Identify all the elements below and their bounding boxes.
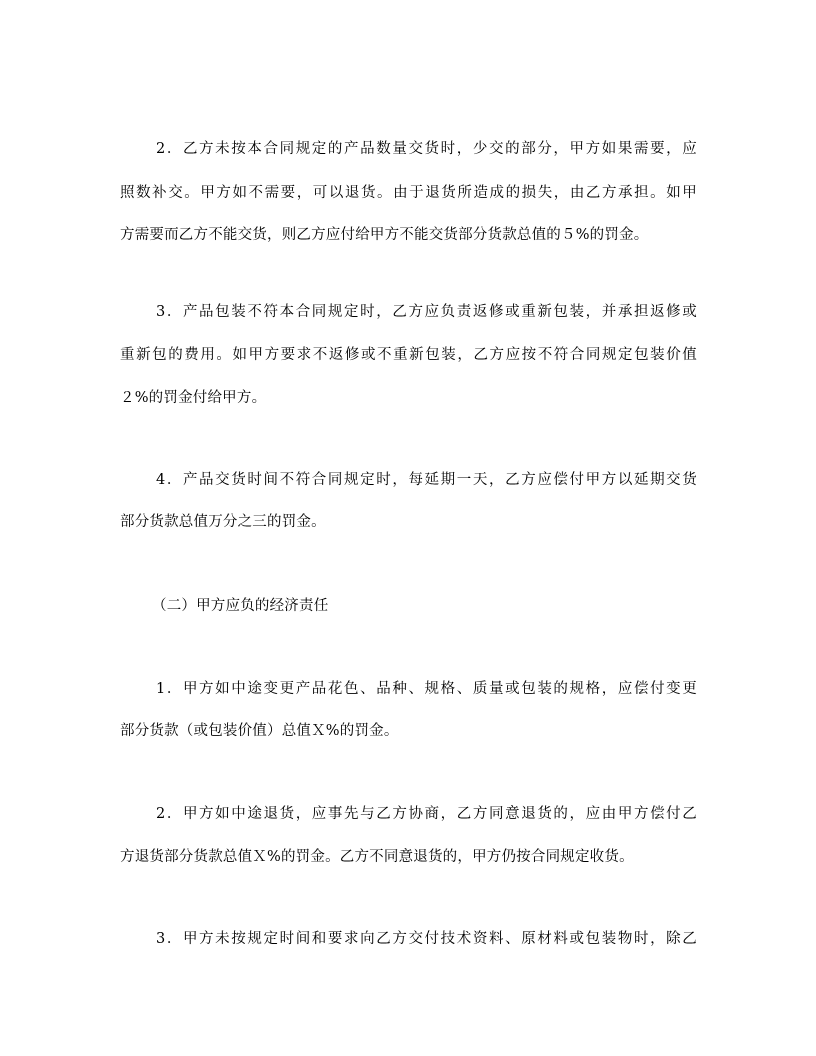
paragraph-3-line-2: 重新包的费用。如甲方要求不返修或不重新包装，乙方应按不符合同规定包装价值 bbox=[120, 347, 697, 363]
paragraph-4-line-2: 部分货款总值万分之三的罚金。 bbox=[120, 514, 326, 530]
paragraph-3-line-1: 3．产品包装不符本合同规定时，乙方应负责返修或重新包装，并承担返修或 bbox=[156, 304, 697, 320]
buyer-item-1-line-1: 1．甲方如中途变更产品花色、品种、规格、质量或包装的规格，应偿付变更 bbox=[156, 681, 697, 697]
section-heading: （二）甲方应负的经济责任 bbox=[152, 598, 329, 614]
buyer-item-2-line-1: 2．甲方如中途退货，应事先与乙方协商，乙方同意退货的，应由甲方偿付乙 bbox=[156, 806, 697, 822]
paragraph-4-line-1: 4．产品交货时间不符合同规定时，每延期一天，乙方应偿付甲方以延期交货 bbox=[156, 472, 697, 488]
paragraph-3-line-3: ２%的罚金付给甲方。 bbox=[120, 390, 267, 406]
buyer-item-2-line-2: 方退货部分货款总值Ｘ%的罚金。乙方不同意退货的，甲方仍按合同规定收货。 bbox=[120, 849, 634, 865]
buyer-item-1-line-2: 部分货款（或包装价值）总值Ｘ%的罚金。 bbox=[120, 723, 399, 739]
paragraph-2-line-3: 方需要而乙方不能交货，则乙方应付给甲方不能交货部分货款总值的５%的罚金。 bbox=[120, 227, 649, 243]
paragraph-2-line-1: 2．乙方未按本合同规定的产品数量交货时，少交的部分，甲方如果需要，应 bbox=[156, 141, 697, 157]
buyer-item-3-line-1: 3．甲方未按规定时间和要求向乙方交付技术资料、原材料或包装物时，除乙 bbox=[156, 931, 697, 947]
paragraph-2-line-2: 照数补交。甲方如不需要，可以退货。由于退货所造成的损失，由乙方承担。如甲 bbox=[120, 185, 697, 201]
